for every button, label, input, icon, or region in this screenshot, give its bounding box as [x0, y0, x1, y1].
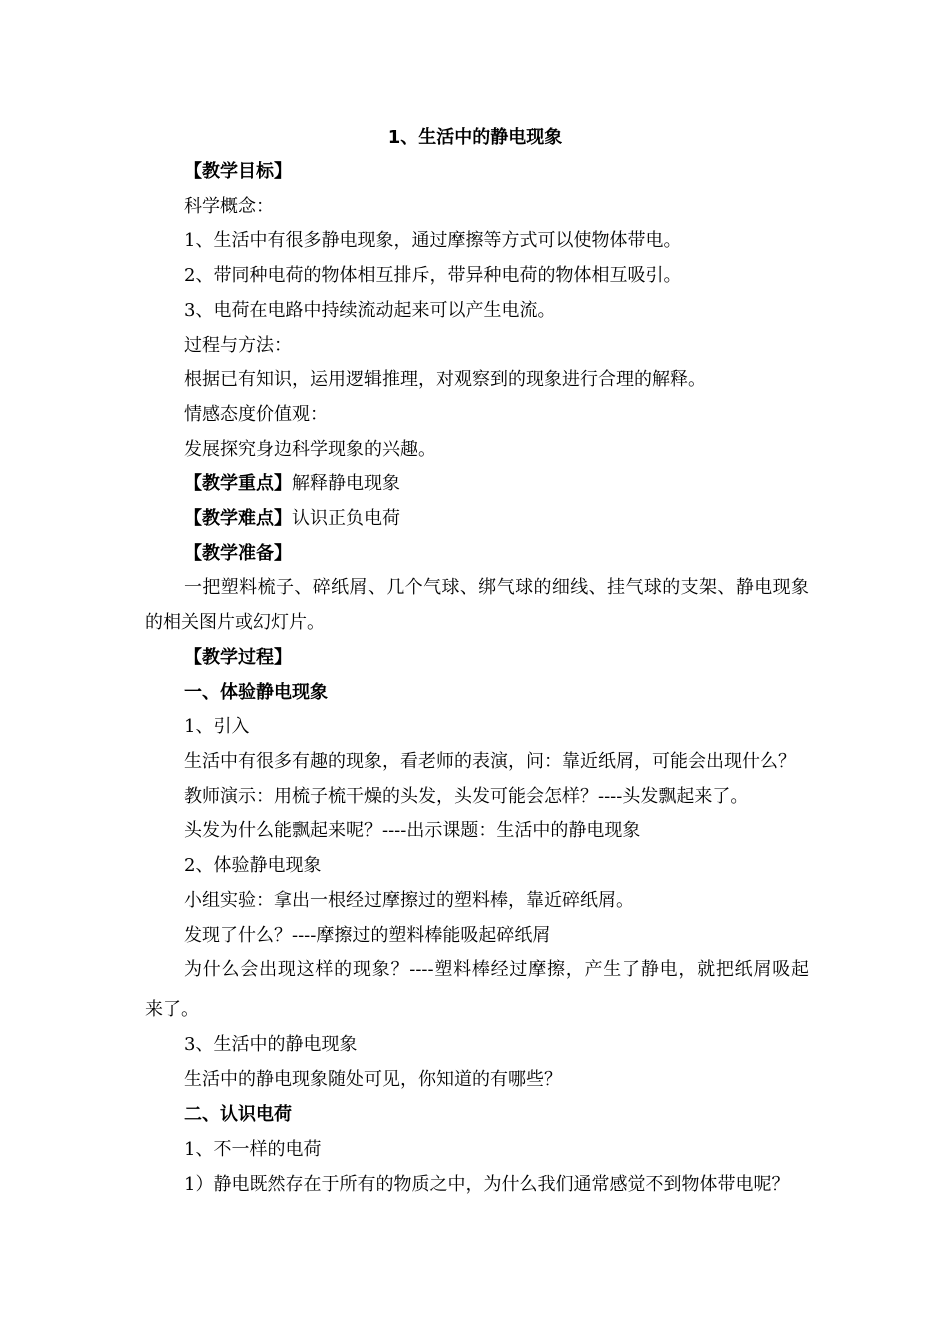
part1-heading: 一、体验静电现象 — [184, 682, 328, 703]
process-method-text: 根据已有知识，运用逻辑推理，对观察到的现象进行合理的解释。 — [184, 369, 706, 390]
concept-item-1: 1、生活中有很多静电现象，通过摩擦等方式可以使物体带电。 — [184, 230, 682, 251]
preparation-text-line1: 一把塑料梳子、碎纸屑、几个气球、绑气球的细线、挂气球的支架、静电现象 — [184, 577, 809, 598]
part1-step2-text-c1: 为什么会出现这样的现象？----塑料棒经过摩擦，产生了静电，就把纸屑吸起 — [184, 959, 809, 980]
part1-step2-text-a: 小组实验：拿出一根经过摩擦过的塑料棒，靠近碎纸屑。 — [184, 890, 634, 911]
concept-item-3: 3、电荷在电路中持续流动起来可以产生电流。 — [184, 300, 556, 321]
part1-step1-text-a: 生活中有很多有趣的现象，看老师的表演，问：靠近纸屑，可能会出现什么？ — [184, 751, 796, 772]
part1-step2-text-b: 发现了什么？----摩擦过的塑料棒能吸起碎纸屑 — [184, 925, 551, 946]
concept-item-2: 2、带同种电荷的物体相互排斥，带异种电荷的物体相互吸引。 — [184, 265, 682, 286]
part2-step1-text: 1）静电既然存在于所有的物质之中，为什么我们通常感觉不到物体带电呢？ — [184, 1174, 790, 1195]
difficulty-heading: 【教学难点】 — [184, 508, 292, 529]
part2-step1-heading: 1、不一样的电荷 — [184, 1139, 322, 1160]
key-point-heading: 【教学重点】 — [184, 473, 292, 494]
part1-step1-text-b: 教师演示：用梳子梳干燥的头发，头发可能会怎样？----头发飘起来了。 — [184, 786, 749, 807]
part1-step3-heading: 3、生活中的静电现象 — [184, 1034, 358, 1055]
key-point-line — [184, 472, 400, 496]
procedure-heading: 【教学过程】 — [184, 647, 292, 668]
key-point-text: 解释静电现象 — [292, 473, 400, 494]
difficulty-text: 认识正负电荷 — [292, 508, 400, 529]
attitude-text: 发展探究身边科学现象的兴趣。 — [184, 439, 436, 460]
part1-step1-text-c: 头发为什么能飘起来呢？----出示课题：生活中的静电现象 — [184, 820, 641, 841]
part1-step2-heading: 2、体验静电现象 — [184, 855, 322, 876]
document-title: 1、生活中的静电现象 — [387, 127, 563, 148]
part1-step3-text: 生活中的静电现象随处可见，你知道的有哪些？ — [184, 1069, 562, 1090]
part2-heading: 二、认识电荷 — [184, 1104, 292, 1125]
part1-step1-heading: 1、引入 — [184, 716, 250, 737]
attitude-label: 情感态度价值观： — [184, 404, 328, 425]
science-concept-label: 科学概念： — [184, 196, 274, 217]
part1-step2-text-c2: 来了。 — [145, 999, 199, 1020]
difficulty-line — [184, 507, 400, 531]
teaching-goal-heading: 【教学目标】 — [184, 161, 292, 182]
preparation-heading: 【教学准备】 — [184, 543, 292, 564]
preparation-text-line2: 的相关图片或幻灯片。 — [145, 612, 325, 633]
process-method-label: 过程与方法： — [184, 335, 292, 356]
